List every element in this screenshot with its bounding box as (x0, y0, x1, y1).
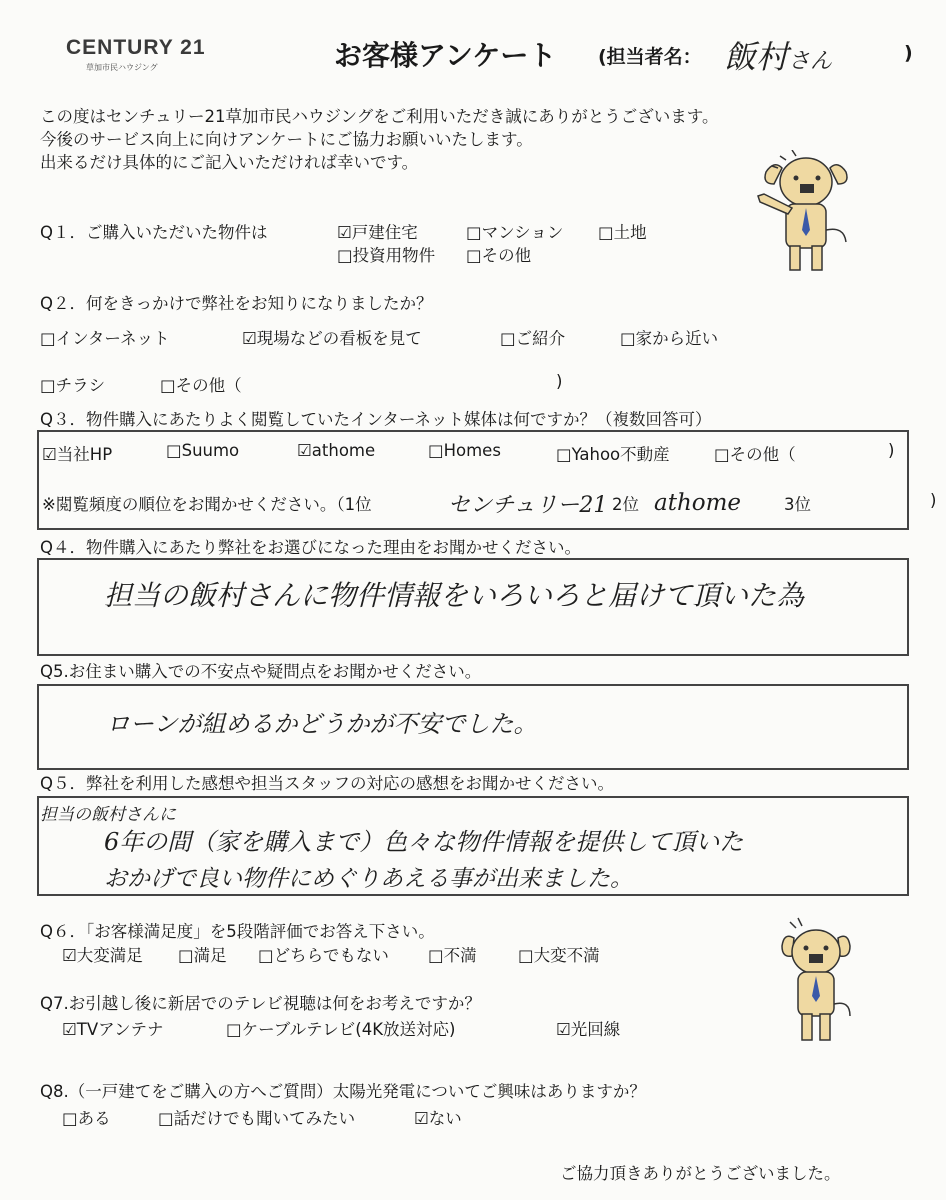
staff-name-handwritten (724, 32, 832, 78)
q3-option-own-hp[interactable]: ☑当社HP (42, 445, 113, 464)
q2-option-flyer[interactable]: □チラシ (40, 376, 106, 395)
q5b-answer-line-2: 6年の間（家を購入まで）色々な物件情報を提供して頂いた (104, 828, 744, 856)
q3-option-other[interactable]: □その他（ (714, 445, 796, 464)
q3-option-suumo[interactable]: □Suumo (166, 441, 240, 460)
q8-option-just-listen[interactable]: □話だけでも聞いてみたい (158, 1109, 356, 1128)
mascot-bowing-icon (776, 916, 856, 1046)
q6-option-satisfied[interactable]: □満足 (178, 946, 227, 965)
q8-option-yes[interactable]: □ある (62, 1109, 111, 1128)
q3-option-homes[interactable]: □Homes (428, 441, 501, 460)
footer-thanks: ご協力頂きありがとうございました。 (560, 1164, 841, 1183)
q6-option-neutral[interactable]: □どちらでもない (258, 946, 389, 965)
q6-option-very-dissatisfied[interactable]: □大変不満 (518, 946, 600, 965)
q6-option-dissatisfied[interactable]: □不満 (428, 946, 477, 965)
intro-line-3: 出来るだけ具体的にご記入いただければ幸いです。 (40, 153, 419, 172)
q1-label: Q１．ご購入いただいた物件は (40, 223, 268, 242)
q4-answer: 担当の飯村さんに物件情報をいろいろと届けて頂いた為 (104, 579, 805, 612)
q3-rank2-label: 2位 (612, 495, 639, 514)
q2-option-signboard[interactable]: ☑現場などの看板を見て (242, 329, 422, 348)
q3-rank1-answer: センチュリー21 (448, 493, 608, 518)
q2-option-near-home[interactable]: □家から近い (620, 329, 719, 348)
q5b-answer-line-3: おかげで良い物件にめぐりあえる事が出来ました。 (104, 866, 633, 892)
q1-option-mansion[interactable]: □マンション (466, 223, 564, 242)
brand-logo-sub: 草加市民ハウジング (86, 63, 158, 72)
q3-option-athome[interactable]: ☑athome (297, 441, 376, 460)
q1-option-investment[interactable]: □投資用物件 (337, 246, 436, 265)
q7-option-cable-tv[interactable]: □ケーブルテレビ(4K放送対応) (226, 1020, 456, 1039)
q7-label: Q7.お引越し後に新居でのテレビ視聴は何をお考えですか？ (40, 994, 481, 1013)
brand-logo: CENTURY 21 (66, 36, 206, 59)
q5b-answer-line-1: 担当の飯村さんに (40, 805, 176, 825)
mascot-pointing-icon (752, 150, 856, 276)
q2-option-internet[interactable]: □インターネット (40, 329, 170, 348)
q6-label: Q６．「お客様満足度」を5段階評価でお答え下さい。 (40, 922, 435, 941)
q5a-label: Q5.お住まい購入での不安点や疑問点をお聞かせください。 (40, 662, 482, 681)
q2-option-referral[interactable]: □ご紹介 (500, 329, 566, 348)
q1-option-land[interactable]: □土地 (598, 223, 647, 242)
q5b-label: Q５．弊社を利用した感想や担当スタッフの対応の感想をお聞かせください。 (40, 774, 614, 793)
q2-label: Q２．何をきっかけで弊社をお知りになりましたか？ (40, 294, 433, 313)
q3-rank-close: ) (930, 491, 937, 510)
q3-rank2-answer: athome (654, 490, 742, 516)
intro-line-1: この度はセンチュリー21草加市民ハウジングをご利用いただき誠にありがとうございます。 (40, 107, 719, 126)
page-title: お客様アンケート (334, 39, 557, 72)
staff-suffix: さん (788, 49, 833, 74)
q8-label: Q8.（一戸建てをご購入の方へご質問）太陽光発電についてご興味はありますか？ (40, 1082, 646, 1101)
staff-name: 飯村 (724, 38, 789, 76)
staff-label: (担当者名： (598, 46, 702, 68)
intro-line-2: 今後のサービス向上に向けアンケートにご協力お願いいたします。 (40, 130, 533, 149)
q3-other-close: ) (888, 441, 895, 460)
q4-label: Q４．物件購入にあたり弊社をお選びになった理由をお聞かせください。 (40, 538, 581, 557)
staff-close: ) (904, 42, 913, 64)
q2-option-other[interactable]: □その他（ (160, 376, 242, 395)
q3-rank3-label: 3位 (784, 495, 811, 514)
q7-option-fiber[interactable]: ☑光回線 (556, 1020, 621, 1039)
q7-option-tv-antenna[interactable]: ☑TVアンテナ (62, 1020, 164, 1039)
q3-rank-label: ※閲覧頻度の順位をお聞かせください。（1位 (42, 495, 372, 514)
q1-option-other[interactable]: □その他 (466, 246, 532, 265)
q8-option-no[interactable]: ☑ない (414, 1109, 462, 1128)
q6-option-very-satisfied[interactable]: ☑大変満足 (62, 946, 143, 965)
q3-label: Q３．物件購入にあたりよく閲覧していたインターネット媒体は何ですか？（複数回答可） (40, 410, 712, 429)
q5a-answer: ローンが組めるかどうかが不安でした。 (106, 710, 538, 738)
q1-option-detached[interactable]: ☑戸建住宅 (337, 223, 418, 242)
q3-option-yahoo[interactable]: □Yahoo不動産 (556, 445, 670, 464)
q2-other-close: ) (556, 372, 563, 391)
